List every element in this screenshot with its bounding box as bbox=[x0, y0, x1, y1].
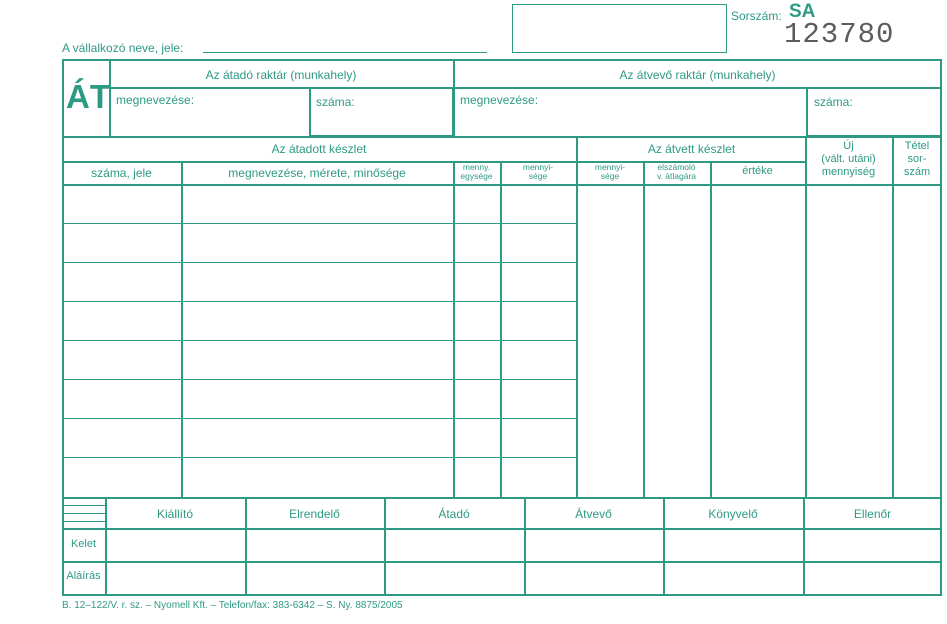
serial-prefix: SA bbox=[789, 1, 816, 22]
sender-number-label: száma: bbox=[316, 95, 355, 109]
sig-col-issuer: Kiállító bbox=[156, 507, 194, 521]
signature-fields[interactable] bbox=[106, 529, 942, 595]
col-avg-price-header: elszámoló v. átlagára bbox=[656, 162, 697, 181]
received-stock-header: Az átvett készlet bbox=[647, 142, 736, 156]
col-name-header: megnevezése, mérete, minősége bbox=[228, 166, 406, 180]
sig-col-orderer: Elrendelő bbox=[289, 507, 340, 521]
col-number-header: száma, jele bbox=[91, 166, 152, 180]
contractor-name-line[interactable] bbox=[203, 52, 487, 53]
sig-row-signature: Aláírás bbox=[66, 570, 101, 582]
col-new-qty-header: Új (vált. utáni) mennyiség bbox=[821, 140, 876, 178]
sig-col-controller: Ellenőr bbox=[853, 507, 892, 521]
col-value-header: értéke bbox=[742, 165, 773, 177]
table-body[interactable] bbox=[62, 185, 942, 497]
contractor-label: A vállalkozó neve, jele: bbox=[62, 41, 184, 55]
receiver-title: Az átvevő raktár (munkahely) bbox=[619, 68, 776, 82]
sender-name-label: megnevezése: bbox=[116, 93, 195, 107]
col-qty-header: mennyi- sége bbox=[522, 162, 554, 181]
sig-col-accountant: Könyvelő bbox=[708, 507, 758, 521]
sender-title: Az átadó raktár (munkahely) bbox=[205, 68, 357, 82]
sig-col-receiver: Átvevő bbox=[575, 507, 612, 521]
stamp-box[interactable] bbox=[512, 4, 727, 53]
sig-row-date: Kelet bbox=[70, 538, 97, 550]
sig-col-handed: Átadó bbox=[438, 507, 470, 521]
handed-stock-header: Az átadott készlet bbox=[271, 142, 367, 156]
receiver-number-label: száma: bbox=[814, 95, 853, 109]
col-unit-header: menny. egysége bbox=[460, 162, 493, 181]
col-received-qty-header: mennyi- sége bbox=[594, 162, 626, 181]
receiver-name-label: megnevezése: bbox=[460, 93, 539, 107]
footer-print-info: B. 12–122/V. r. sz. – Nyomell Kft. – Telefon/fax: 383-6342 – S. Ny. 8875/2005 bbox=[62, 600, 403, 611]
serial-number: 123780 bbox=[784, 18, 895, 51]
form-code: ÁT bbox=[66, 78, 110, 115]
serial-label: Sorszám: bbox=[731, 9, 782, 23]
col-item-no-header: Tétel sor- szám bbox=[903, 140, 931, 178]
